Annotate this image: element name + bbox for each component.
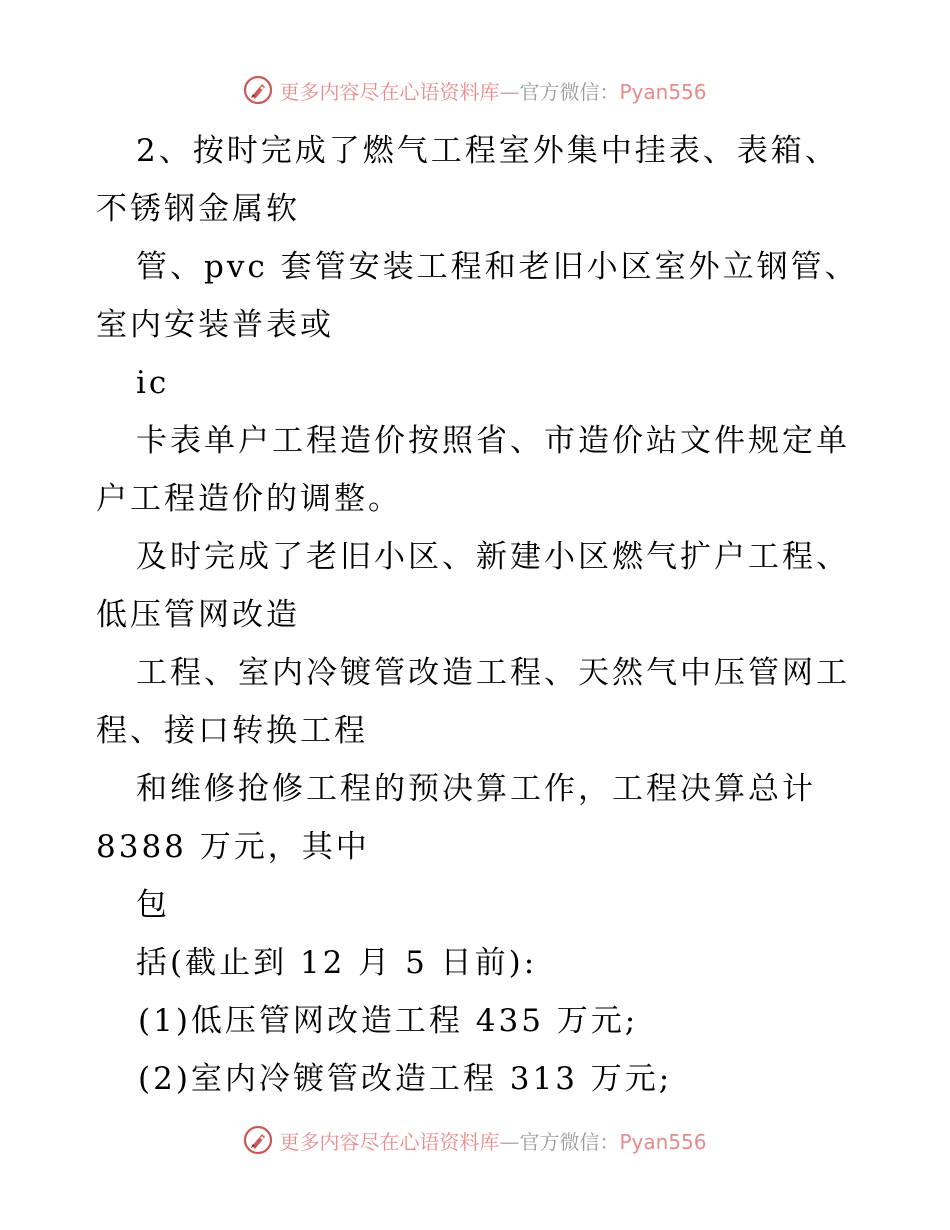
paragraph-line: 8388 万元，其中 — [96, 829, 370, 865]
footer-banner — [0, 1120, 950, 1160]
paragraph-line: 不锈钢金属软 — [96, 191, 300, 227]
banner-official-label: 官方微信： — [519, 1129, 620, 1154]
list-item: (1)低压管网改造工程 435 万元; — [138, 1003, 639, 1039]
paragraph-line: 户工程造价的调整。 — [96, 481, 402, 517]
banner-separator: — — [499, 79, 520, 104]
banner-text — [279, 1126, 706, 1155]
paragraph-line: 低压管网改造 — [96, 597, 300, 633]
document-body — [96, 122, 886, 1108]
paragraph-line: 室内安装普表或 — [96, 307, 334, 343]
paragraph-line: 管、pvc 套管安装工程和老旧小区室外立钢管、 — [136, 249, 859, 285]
pen-nib-logo-icon — [243, 1125, 273, 1155]
paragraph-line: 包 — [136, 887, 170, 923]
pen-nib-logo-icon — [243, 75, 273, 105]
paragraph-line: 工程、室内冷镀管改造工程、天然气中压管网工 — [136, 655, 850, 691]
banner-wechat-id: Pyan556 — [619, 79, 707, 104]
paragraph-line: 2、按时完成了燃气工程室外集中挂表、表箱、 — [136, 133, 839, 169]
banner-text-cn: 更多内容尽在心语资料库 — [279, 79, 500, 104]
header-banner — [0, 70, 950, 110]
paragraph-line: 和维修抢修工程的预决算工作，工程决算总计 — [136, 771, 816, 807]
list-item: (2)室内冷镀管改造工程 313 万元; — [138, 1061, 673, 1097]
banner-separator: — — [499, 1129, 520, 1154]
banner-wechat-id: Pyan556 — [619, 1129, 707, 1154]
paragraph-line: ic — [136, 365, 170, 401]
paragraph-line: 括(截止到 12 月 5 日前): — [136, 945, 538, 981]
paragraph-line: 卡表单户工程造价按照省、市造价站文件规定单 — [136, 423, 850, 459]
banner-text-cn: 更多内容尽在心语资料库 — [279, 1129, 500, 1154]
banner-official-label: 官方微信： — [519, 79, 620, 104]
banner-text — [279, 76, 706, 105]
paragraph-line: 程、接口转换工程 — [96, 713, 368, 749]
paragraph-line: 及时完成了老旧小区、新建小区燃气扩户工程、 — [136, 539, 850, 575]
